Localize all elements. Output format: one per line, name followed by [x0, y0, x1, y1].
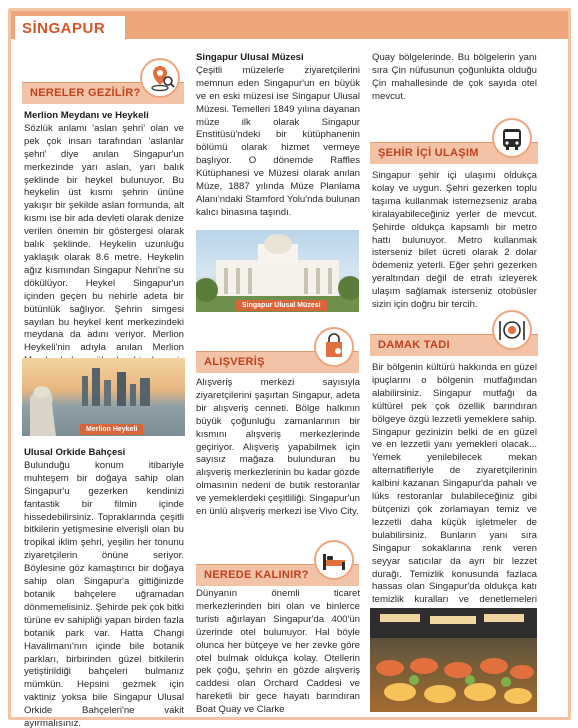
muze-article	[196, 52, 360, 220]
title-tab	[14, 15, 126, 40]
merlion-caption: Merlion Heykeli	[80, 424, 143, 435]
damak-body: Bir bölgenin kültürü hakkında en güzel ipuçlarını o bölgenin mutfağından alabilirsiniz. Singapur mutfağı da kültürel pek çok özellik barındıran bölgeye özgü lezzetli yemeklere sahip. Singapur gezinizin belki de en güzel ve en lezzetli yanı yemekleri olacak... Yemek yenilebilecek mekan alternatifleriyle de ziyaretçilerinin kalbini kazanan Singapur'da pahalı ve lüks restoranlar bulabileceğiniz gibi bütçenizi çok zorlamayan temiz ve lezzetli daha küçük işletmeler de bulabilirsiniz. Bunların yanı sıra Singapur sokaklarına renk veren seyyar satıcılar da ayrı bir lezzet durağı. Temizlik konusunda fazlaca hassas olan Singapur'da oldukça katı temizlik kuralları ve denetlemeleri	[372, 362, 537, 606]
section-header-gezi	[22, 58, 184, 104]
alisveris-body: Alışveriş merkezi sayısıyla ziyaretçilerini şaşırtan Singapur, adeta bir alışveriş cenneti. Bölge halkının büyük çoğunluğu zamanlarının bir kısmını alışveriş merkezlerinde geçiriyor. Alışveriş yapabilmek için sayısız mağaza bulunduran bu alışveriş merkezlerinin bu kadar gözde olmasının nedeni de butik restoranlar ve yemeklerdeki çeşitliliği. Singapur'un en ünlü alışveriş merkezi ise Vivo City.	[196, 377, 360, 518]
museum-photo	[196, 230, 359, 312]
fork-plate-knife-icon	[492, 310, 532, 350]
bus-icon	[492, 118, 532, 158]
muze-body: Çeşitli müzelerle ziyaretçilerini memnun eden Singapur'un en büyük ve en eski müzesi ise Singapur Ulusal Müzesi. Temelleri 1849 yılına dayanan müze ilk olarak Singapur Enstitüsü'ndeki bir kütüphanenin bölümü olarak hizmet vermeye başlıyor. O dönemde Raffles Kütüphanesi ve Müzesi olarak anılan Müze, 1887 yılında Müze Planlama Alanı'ndaki Stamford Yolu'nda bulunan kalıcı binasına taşındı.	[196, 64, 360, 218]
orkide-body: Bulunduğu konum itibariyle muhteşem bir doğaya sahip olan Singapur'u gezerken kendinizi fantastik bir filmin içinde hissedebilirsiniz. Topraklarında çeşitli bitkilerin yetişmesine elverişli olan bu tropikal iklim şehri, yeşilin her tonunu ziyaretçilerin önüne seriyor. Böylesine göz kamaştırıcı bir doğaya sahip olan Singapur'a gittiğinizde botanik bahçelere uğramadan dönmemelisiniz. Şehirde pek çok bitki türüne ev sahipliği yapan birden fazla botanik park var. Hatta Changi Havalimanı'nın içinde bile botanik parkları, birbirinden güzel bitkilerin yetiştirildiği bahçeleri bulmanız mümkün. Hepsini gezmek için vaktiniz yoksa bile Singapur Ulusal Orkide Bahçeleri'ne vakit ayırmalısınız.	[24, 459, 184, 728]
merlion-article	[24, 110, 184, 394]
muze-heading: Singapur Ulusal Müzesi	[196, 52, 304, 63]
bed-icon	[314, 540, 354, 580]
section-header-kalinir	[196, 540, 359, 586]
merlion-heading: Merlion Meydanı ve Heykeli	[24, 110, 149, 121]
section-title: ŞEHİR İÇİ ULAŞIM	[378, 147, 479, 159]
page-title: SİNGAPUR	[22, 20, 106, 37]
merlion-photo	[22, 358, 185, 436]
kalinir-body: Dünyanın önemli ticaret merkezlerinden biri olan ve binlerce turisti ağırlayan Singapur'da 400'ün üzerinde otel bulunuyor. Hal böyle olunca her bütçeye ve her zevke göre otel bulmak oldukça kolay. Otellerin pek çoğu, şehrin en gözde alışveriş caddesi olan Orchard Caddesi ve hareketli bir gece hayatı barındıran Boat Quay ve Clarke	[196, 588, 360, 716]
shopping-bag-icon	[314, 327, 354, 367]
orkide-heading: Ulusal Orkide Bahçesi	[24, 447, 126, 458]
food-stall-photo	[370, 608, 537, 712]
orkide-article	[24, 447, 184, 728]
museum-caption: Singapur Ulusal Müzesi	[236, 300, 327, 311]
section-header-damak	[370, 310, 538, 356]
section-title: DAMAK TADI	[378, 339, 450, 351]
section-title: ALIŞVERİŞ	[204, 356, 265, 368]
kalinir-cont: Quay bölgelerinde. Bu bölgelerin yanı sıra Çin nüfusunun çoğunlukta olduğu Çin mahallesinde de çok sayıda otel mevcut.	[372, 52, 537, 102]
ulasim-body: Singapur şehir içi ulaşımı oldukça kolay ve uygun. Şehri gezerken toplu taşıma kullanmak istemezseniz araba kiralayabileceğiniz yerler de mevcut. Şehirde oldukça kapsamlı bir metro hattı bulunuyor. Metro kullanmak isterseniz bilet ücreti olarak 2 dolar ödemeniz yeterli. Eğer şehri gezerken yeraltından değil de etrafı izleyerek ulaşım sağlamak isterseniz otobüsler sizin için doğru bir tercih.	[372, 170, 537, 311]
section-header-ulasim	[370, 118, 538, 164]
map-pin-icon	[140, 58, 180, 98]
merlion-body: Sözlük anlamı 'aslan şehri' olan ve pek çok insan tarafından 'aslanlar şehri' diye anılan Singapur'un merkezinde yarı aslan, yarı balık şeklinde bir heykel bulunuyor. Bu heykelin üst kısmı şehrin ününe yakışır bir şekilde aslan formunda, alt kısmı ise bir ada devleti olarak denize verilen önemin bir göstergesi olarak balık şeklinde. Heykelin uzunluğu yaklaşık olarak 8.6 metre. Heykelin ağız kısmından Singapur Nehri'ne su dökülüyor. Heykel Singapur'un içinden geçen bu nehirle adeta bir bütünlük sağlıyor. Şehrin simgesi sayılan bu heykel kent merkezindeki meydana da adını veriyor. Merlion Heykeli'nin adıyla anılan Merlion	[24, 122, 184, 354]
section-title: NEREDE KALINIR?	[204, 569, 309, 581]
section-title: NERELER GEZİLİR?	[30, 87, 141, 99]
section-header-alisveris	[196, 327, 359, 373]
